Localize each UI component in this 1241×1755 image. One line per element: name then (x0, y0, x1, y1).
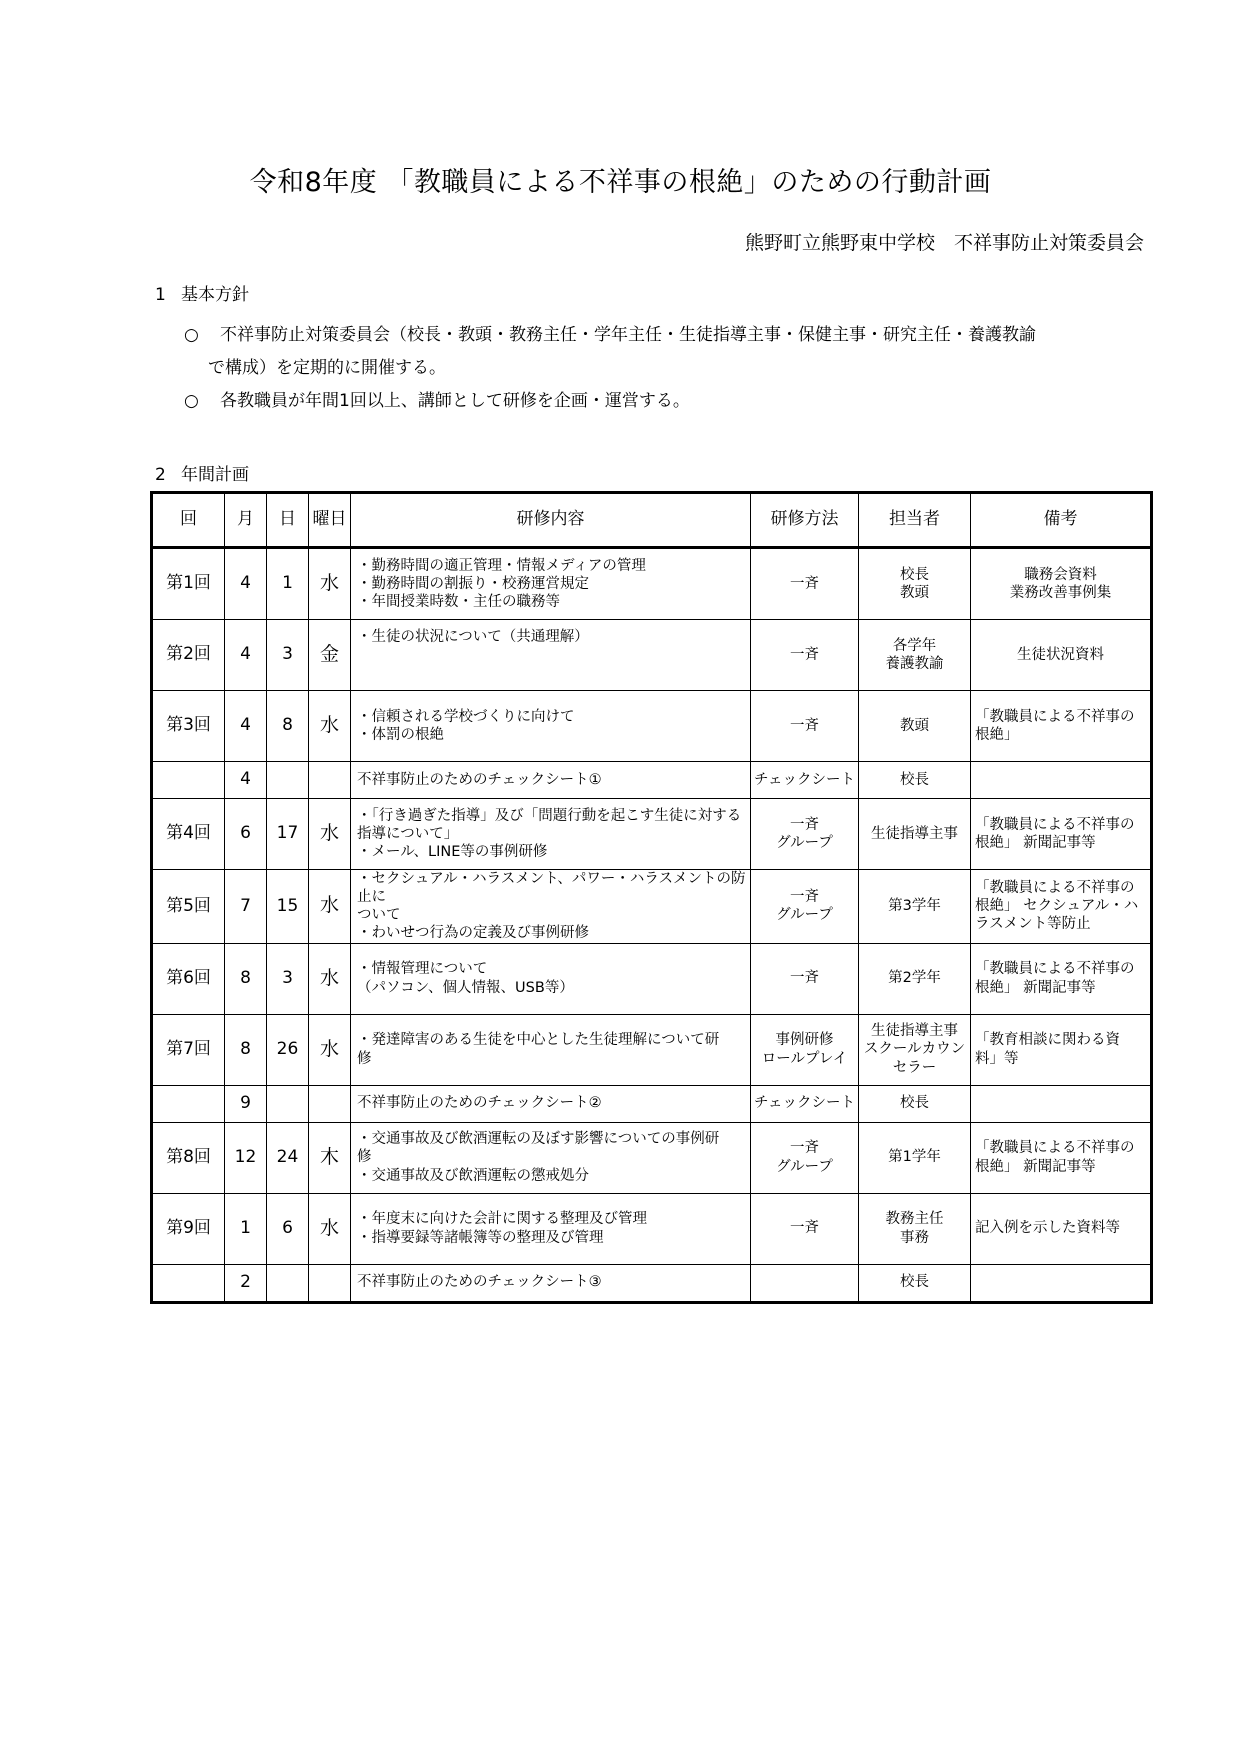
cell-session: 第6回 (152, 943, 225, 1014)
cell-weekday: 水 (309, 1193, 351, 1264)
cell-month: 4 (225, 620, 267, 691)
table-row (152, 943, 1152, 1014)
cell-content-line: ついて (357, 907, 401, 924)
cell-person (859, 1122, 971, 1193)
cell-remarks (971, 548, 1152, 620)
policy-item-1-line-2: で構成）を定期的に開催する。 (208, 358, 446, 378)
cell-method-line: チェックシート (753, 1095, 856, 1112)
cell-content (351, 762, 751, 799)
cell-content-line: ・勤務時間の割振り・校務運営規定 (357, 575, 589, 592)
cell-month: 8 (225, 1014, 267, 1085)
cell-method-line (751, 1273, 858, 1291)
header-kai: 回 (152, 493, 225, 548)
cell-remarks-line: ラスメント等防止 (975, 916, 1091, 933)
cell-day (267, 762, 309, 799)
cell-remarks (971, 762, 1152, 799)
cell-method-line: 一斉 (790, 816, 819, 833)
cell-content-line: 不祥事防止のためのチェックシート② (357, 1095, 602, 1112)
cell-method-line: 一斉 (790, 970, 819, 987)
cell-weekday: 水 (309, 799, 351, 870)
cell-remarks (971, 1122, 1152, 1193)
circle-bullet-icon: ○ (184, 391, 199, 411)
cell-person (859, 799, 971, 870)
cell-month: 8 (225, 943, 267, 1014)
table-row (152, 691, 1152, 762)
organization-name: 熊野町立熊野東中学校 不祥事防止対策委員会 (744, 232, 1144, 254)
cell-remarks (971, 1014, 1152, 1085)
cell-session: 第2回 (152, 620, 225, 691)
cell-remarks (971, 799, 1152, 870)
cell-content (351, 870, 751, 944)
cell-month: 7 (225, 870, 267, 944)
cell-weekday (309, 1085, 351, 1122)
cell-month: 6 (225, 799, 267, 870)
cell-day (267, 1264, 309, 1302)
cell-method-line: 一斉 (790, 1220, 819, 1237)
cell-content-line (357, 646, 746, 664)
cell-weekday: 水 (309, 691, 351, 762)
cell-content-line: ・生徒の状況について（共通理解） (357, 628, 589, 645)
cell-method-line: 一斉 (790, 1140, 819, 1157)
cell-month: 4 (225, 548, 267, 620)
cell-person (859, 1085, 971, 1122)
cell-method-line: 事例研修 (775, 1032, 834, 1049)
cell-month: 1 (225, 1193, 267, 1264)
cell-day: 24 (267, 1122, 309, 1193)
cell-remarks-line: 根絶」 (975, 727, 1019, 743)
cell-weekday: 水 (309, 943, 351, 1014)
cell-content-line: ・「行き過ぎた指導」及び「問題行動を起こす生徒に対する (357, 807, 742, 824)
cell-content-line: 指導について」 (357, 825, 459, 842)
table-row (152, 1193, 1152, 1264)
cell-person-line: 第2学年 (888, 970, 941, 987)
policy-item-2-line-1: 各教職員が年間1回以上、講師として研修を企画・運営する。 (220, 391, 690, 411)
cell-remarks (971, 1264, 1152, 1302)
cell-person (859, 943, 971, 1014)
cell-weekday (309, 762, 351, 799)
cell-content-line: ・交通事故及び飲酒運転の懲戒処分 (357, 1167, 589, 1184)
cell-content (351, 1193, 751, 1264)
section-1-title: 基本方針 (181, 285, 249, 305)
cell-method (751, 548, 859, 620)
header-content: 研修内容 (351, 493, 751, 548)
cell-day: 1 (267, 548, 309, 620)
table-row (152, 1264, 1152, 1302)
cell-session: 第3回 (152, 691, 225, 762)
cell-person-line: 養護教諭 (885, 656, 944, 672)
cell-session: 第8回 (152, 1122, 225, 1193)
cell-session: 第7回 (152, 1014, 225, 1085)
cell-content (351, 1085, 751, 1122)
cell-person-line: 校長 (900, 771, 929, 788)
cell-person (859, 762, 971, 799)
cell-content-line: ・勤務時間の適正管理・情報メディアの管理 (357, 557, 646, 574)
cell-content-line: 修 (357, 1149, 372, 1166)
cell-remarks (971, 870, 1152, 944)
cell-method (751, 691, 859, 762)
cell-month: 4 (225, 762, 267, 799)
cell-person-line: 各学年 (892, 637, 937, 654)
cell-person-line: 教頭 (900, 717, 929, 734)
policy-item-2 (184, 386, 690, 411)
cell-person-line: 生徒指導主事 (871, 1023, 958, 1040)
cell-content (351, 1014, 751, 1085)
cell-method (751, 762, 859, 799)
cell-session (152, 1264, 225, 1302)
cell-method (751, 620, 859, 691)
table-row (152, 620, 1152, 691)
section-1-heading (155, 280, 249, 305)
cell-method-line: ロールプレイ (761, 1050, 848, 1067)
cell-remarks-line: 料」等 (975, 1050, 1019, 1067)
table-row (152, 762, 1152, 799)
cell-person-line: 校長 (900, 566, 929, 583)
cell-method (751, 943, 859, 1014)
cell-person (859, 691, 971, 762)
cell-weekday: 木 (309, 1122, 351, 1193)
cell-method (751, 1014, 859, 1085)
cell-person (859, 1264, 971, 1302)
policy-item-1-continuation (208, 353, 446, 378)
cell-content-line: 不祥事防止のためのチェックシート③ (357, 1274, 602, 1291)
cell-remarks-line: 記入例を示した資料等 (975, 1220, 1120, 1237)
cell-remarks-line: 根絶」 セクシュアル・ハ (975, 898, 1139, 915)
annual-plan-table (150, 491, 1153, 1304)
cell-content-line: ・交通事故及び飲酒運転の及ぼす影響についての事例研 (357, 1131, 720, 1148)
cell-session: 第1回 (152, 548, 225, 620)
cell-session: 第9回 (152, 1193, 225, 1264)
cell-method-line: グループ (776, 835, 833, 851)
cell-content-line: 不祥事防止のためのチェックシート① (357, 771, 602, 788)
cell-month: 9 (225, 1085, 267, 1122)
cell-remarks-line: 「教職員による不祥事の (975, 880, 1135, 897)
cell-content (351, 799, 751, 870)
header-month: 月 (225, 493, 267, 548)
cell-content (351, 1264, 751, 1302)
cell-person-line: セラー (892, 1059, 937, 1076)
cell-content-line: 修 (357, 1050, 372, 1067)
cell-method (751, 1085, 859, 1122)
cell-remarks-line: 「教職員による不祥事の (975, 708, 1135, 725)
cell-content-line: ・セクシュアル・ハラスメント、パワー・ハラスメントの防止に (357, 871, 746, 906)
cell-month: 2 (225, 1264, 267, 1302)
header-day: 日 (267, 493, 309, 548)
cell-method (751, 1122, 859, 1193)
cell-content-line: ・信頼される学校づくりに向けて (357, 708, 575, 725)
cell-remarks (971, 1085, 1152, 1122)
page-title: 令和8年度 「教職員による不祥事の根絶」のための行動計画 (249, 167, 992, 198)
cell-person (859, 1014, 971, 1085)
cell-person (859, 870, 971, 944)
cell-person-line: 教務主任 (885, 1211, 944, 1228)
cell-day: 8 (267, 691, 309, 762)
cell-remarks-line (975, 771, 1150, 789)
policy-item-1 (184, 320, 1036, 345)
cell-content-line: ・指導要録等諸帳簿等の整理及び管理 (357, 1229, 604, 1246)
cell-content (351, 620, 751, 691)
cell-remarks-line: 根絶」 新聞記事等 (975, 1158, 1096, 1175)
header-remarks: 備考 (971, 493, 1152, 548)
cell-remarks-line (975, 1273, 1150, 1291)
cell-session: 第4回 (152, 799, 225, 870)
cell-remarks-line: 「教職員による不祥事の (975, 816, 1135, 833)
cell-remarks (971, 1193, 1152, 1264)
cell-content-line: （パソコン、個人情報、USB等） (357, 979, 574, 996)
cell-remarks-line: 生徒状況資料 (1017, 646, 1104, 663)
policy-item-1-line-1: 不祥事防止対策委員会（校長・教頭・教務主任・学年主任・生徒指導主事・保健主事・研究主任・養護教諭 (220, 325, 1036, 345)
cell-person-line: 生徒指導主事 (871, 825, 958, 842)
cell-remarks-line: 「教職員による不祥事の (975, 961, 1135, 978)
cell-content-line: ・体罰の根絶 (357, 727, 444, 743)
cell-method-line: グループ (776, 1158, 833, 1175)
cell-content-line: ・年間授業時数・主任の職務等 (357, 594, 560, 611)
cell-person (859, 548, 971, 620)
table-row (152, 548, 1152, 620)
table-row (152, 799, 1152, 870)
cell-weekday: 水 (309, 1014, 351, 1085)
header-weekday: 曜日 (309, 493, 351, 548)
cell-day: 3 (267, 620, 309, 691)
cell-content-line: ・情報管理について (357, 961, 488, 978)
cell-remarks-line: 「教育相談に関わる資 (975, 1032, 1120, 1049)
cell-method-line: 一斉 (790, 646, 819, 663)
cell-person-line: 第3学年 (888, 898, 941, 915)
cell-content-line (357, 664, 746, 682)
cell-session (152, 762, 225, 799)
cell-remarks-line: 「教職員による不祥事の (975, 1140, 1135, 1157)
cell-method-line: 一斉 (790, 717, 819, 734)
cell-person-line: 校長 (900, 1274, 929, 1291)
table-row (152, 1085, 1152, 1122)
cell-day: 6 (267, 1193, 309, 1264)
cell-remarks-line: 根絶」 新聞記事等 (975, 835, 1096, 851)
cell-day: 15 (267, 870, 309, 944)
cell-method-line: チェックシート (753, 771, 856, 788)
cell-month: 12 (225, 1122, 267, 1193)
cell-remarks-line: 業務改善事例集 (1009, 585, 1112, 601)
cell-content-line: ・わいせつ行為の定義及び事例研修 (357, 925, 589, 942)
cell-person-line: 事務 (900, 1229, 929, 1246)
table-header-row (152, 493, 1152, 548)
cell-content-line: ・年度末に向けた会計に関する整理及び管理 (357, 1211, 647, 1228)
cell-month: 4 (225, 691, 267, 762)
cell-person-line: 第1学年 (888, 1149, 941, 1166)
cell-remarks-line: 根絶」 新聞記事等 (975, 979, 1096, 996)
cell-weekday: 水 (309, 548, 351, 620)
cell-person (859, 620, 971, 691)
cell-method (751, 1264, 859, 1302)
cell-day: 17 (267, 799, 309, 870)
cell-session (152, 1085, 225, 1122)
cell-content (351, 943, 751, 1014)
cell-method (751, 799, 859, 870)
cell-day (267, 1085, 309, 1122)
table-row (152, 870, 1152, 944)
cell-method-line: 一斉 (790, 889, 819, 906)
cell-person-line: 校長 (900, 1095, 929, 1112)
cell-person-line: スクールカウン (863, 1041, 966, 1058)
cell-content (351, 1122, 751, 1193)
cell-remarks-line: 職務会資料 (1024, 566, 1097, 583)
cell-method (751, 1193, 859, 1264)
header-person: 担当者 (859, 493, 971, 548)
cell-remarks-line (975, 1094, 1150, 1112)
cell-remarks (971, 691, 1152, 762)
cell-content (351, 548, 751, 620)
circle-bullet-icon: ○ (184, 325, 199, 345)
section-2-title: 年間計画 (181, 465, 249, 485)
cell-person-line: 教頭 (900, 585, 929, 601)
table-row (152, 1014, 1152, 1085)
section-2-heading (155, 460, 249, 485)
cell-person (859, 1193, 971, 1264)
section-2-number: 2 (155, 465, 166, 485)
cell-method-line: 一斉 (790, 575, 819, 592)
cell-content-line: ・発達障害のある生徒を中心とした生徒理解について研 (357, 1032, 720, 1049)
cell-weekday: 水 (309, 870, 351, 944)
cell-method-line: グループ (776, 907, 833, 924)
cell-weekday (309, 1264, 351, 1302)
cell-content-line: ・メール、LINE等の事例研修 (357, 844, 548, 861)
cell-day: 26 (267, 1014, 309, 1085)
cell-weekday: 金 (309, 620, 351, 691)
cell-method (751, 870, 859, 944)
cell-content (351, 691, 751, 762)
table-row (152, 1122, 1152, 1193)
cell-day: 3 (267, 943, 309, 1014)
header-method: 研修方法 (751, 493, 859, 548)
section-1-number: 1 (155, 285, 166, 305)
cell-remarks (971, 943, 1152, 1014)
cell-session: 第5回 (152, 870, 225, 944)
cell-remarks (971, 620, 1152, 691)
